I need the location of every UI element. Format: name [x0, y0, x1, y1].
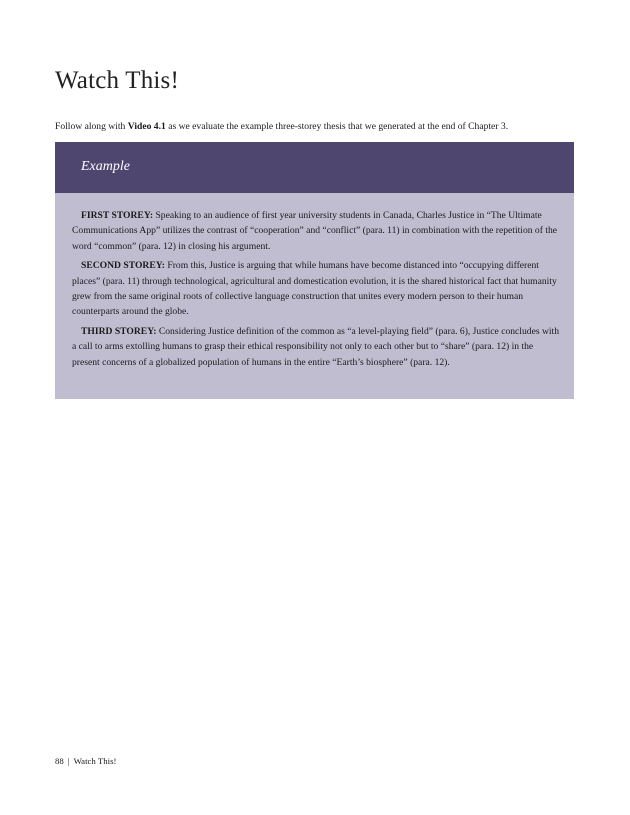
footer-section-title: Watch This! [73, 756, 117, 766]
second-storey-label: SECOND STOREY: [81, 260, 165, 272]
page-number: 88 [55, 756, 64, 766]
third-storey-text: Considering Justice definition of the common as “a level-playing field” (para. 6), Justice concludes with a call to arms extolling humans to grasp their ethical responsibility not only to each other but to “share” (para. 12) in the present concerns of a globalized population of humans in the entire “Earth’s biosphere” (para. 12). [72, 325, 560, 368]
intro-paragraph [55, 120, 580, 134]
video-reference: Video 4.1 [127, 121, 166, 132]
first-storey-paragraph [72, 208, 560, 254]
second-storey-paragraph [72, 258, 560, 320]
third-storey-label: THIRD STOREY: [81, 325, 157, 337]
example-body [72, 208, 560, 374]
first-storey-label: FIRST STOREY: [81, 210, 154, 221]
page-footer [55, 755, 116, 767]
intro-text-before: Follow along with [55, 121, 128, 132]
intro-text-after: as we evaluate the example three-storey thesis that we generated at the end of Chapter 3. [165, 121, 509, 132]
third-storey-paragraph [72, 324, 560, 370]
example-box [55, 142, 574, 399]
first-storey-text: Speaking to an audience of first year university students in Canada, Charles Justice in “The Ultimate Communications App” utilizes the contrast of “cooperation” and “conflict” (para. 11) in combination with the repetition of the word “common” (para. 12) in closing his argument. [72, 210, 558, 252]
footer-separator: | [67, 756, 70, 766]
page-heading: Watch This! [55, 67, 180, 94]
example-title: Example [81, 159, 130, 174]
second-storey-text: From this, Justice is arguing that while humans have become distanced into “occupying different places” (para. 11) through technological, agricultural and domestication evolution, it is the shared historical fact that humanity grew from the same original roots of collective language construction that unites every modern person to their human counterparts around the globe. [72, 260, 557, 318]
example-header [55, 142, 574, 193]
